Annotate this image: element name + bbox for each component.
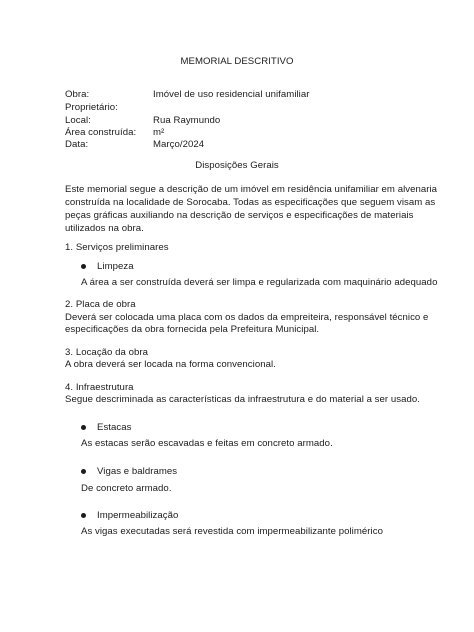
intro-line: Este memorial segue a descrição de um imóvel em residência unifamiliar em alvenaria [65,184,438,195]
info-value-area: m² [153,127,165,138]
section-text-locacao: A obra deverá ser locada na forma convencional. [65,359,276,370]
intro-line: construída na localidade de Sorocaba. Todas as especificações que seguem visam as [65,197,436,208]
info-value-obra: Imóvel de uso residencial unifamiliar [153,89,310,100]
info-label-area: Área construída: [65,127,137,138]
info-label-data: Data: [65,139,89,150]
section-text-infraestrutura: Segue descriminada as características da infraestrutura e do material a ser usado. [65,394,420,405]
section-text-placa: especificações da obra fornecida pela Prefeitura Municipal. [65,324,320,335]
bullet-label-vigas: Vigas e baldrames [97,466,178,477]
item-text-impermeabilizacao: As vigas executadas será revestida com impermeabilizante polimérico [81,526,383,537]
bullet-label-estacas: Estacas [97,422,132,433]
bullet-icon [81,425,86,430]
section-text-limpeza: A área a ser construída deverá ser limpa e regularizada com maquinário adequado [81,277,438,288]
document-title: MEMORIAL DESCRITIVO [180,56,294,67]
intro-line: utilizados na obra. [65,223,144,234]
bullet-label-limpeza: Limpeza [97,261,134,272]
section-heading-locacao: 3. Locação da obra [65,347,149,358]
intro-line: peças gráficas auxiliando na descrição de serviços e especificações de materiais [65,210,414,221]
item-text-vigas: De concreto armado. [81,483,172,494]
info-value-data: Março/2024 [153,139,205,150]
section-text-placa: Deverá ser colocada uma placa com os dados da empreiteira, responsável técnico e [65,312,429,323]
info-label-obra: Obra: [65,89,90,100]
section-heading-infraestrutura: 4. Infraestrutura [65,382,134,393]
item-text-estacas: As estacas serão escavadas e feitas em concreto armado. [81,438,333,449]
section-heading-servicos: 1. Serviços preliminares [65,242,169,253]
section-heading-placa: 2. Placa de obra [65,299,136,310]
bullet-label-impermeabilizacao: Impermeabilização [97,510,179,521]
bullet-icon [81,264,86,269]
info-label-local: Local: [65,115,91,126]
bullet-icon [81,469,86,474]
general-heading: Disposições Gerais [195,160,279,171]
info-value-local: Rua Raymundo [153,115,221,126]
info-label-proprietario: Proprietário: [65,102,118,113]
bullet-icon [81,513,86,518]
